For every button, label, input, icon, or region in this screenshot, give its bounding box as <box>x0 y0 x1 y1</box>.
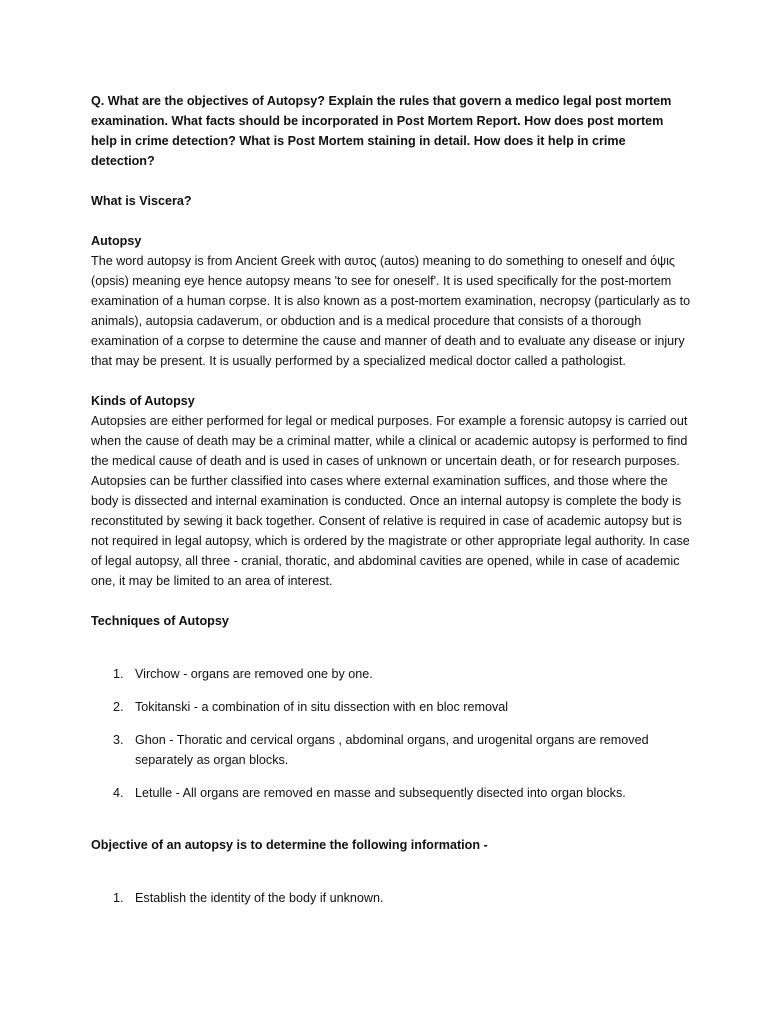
techniques-list <box>91 664 691 803</box>
list-number: 1. <box>113 891 124 905</box>
list-item <box>91 697 691 717</box>
list-number: 4. <box>113 786 124 800</box>
list-text: Letulle - All organs are removed en masse and subsequently disected into organ blocks. <box>135 786 626 800</box>
list-item <box>91 664 691 684</box>
kinds-body: Autopsies are either performed for legal or medical purposes. For example a forensic autopsy is carried out when the cause of death may be a criminal matter, while a clinical or academic autopsy is performed to find the medical cause of death and is used in cases of unknown or uncertain death, or for research purposes. Autopsies can be further classified into cases where external examination suffices, and those where the body is dissected and internal examination is conducted. Once an internal autopsy is complete the body is reconstituted by sewing it back together. Consent of relative is required in case of academic autopsy but is not required in legal autopsy, which is ordered by the magistrate or other appropriate legal authority. In case of legal autopsy, all three - cranial, thoratic, and abdominal cavities are opened, while in case of academic one, it may be limited to an area of interest. <box>91 414 690 588</box>
list-text: Virchow - organs are removed one by one. <box>135 667 373 681</box>
objective-heading: Objective of an autopsy is to determine the following information - <box>91 838 488 852</box>
list-number: 1. <box>113 667 124 681</box>
techniques-heading: Techniques of Autopsy <box>91 614 229 628</box>
viscera-question: What is Viscera? <box>91 194 192 208</box>
list-text: Tokitanski - a combination of in situ dissection with en bloc removal <box>135 700 509 714</box>
list-number: 2. <box>113 700 124 714</box>
list-item <box>91 730 691 770</box>
autopsy-heading: Autopsy <box>91 234 142 248</box>
objective-list <box>91 888 691 908</box>
list-text: Establish the identity of the body if unknown. <box>135 891 384 905</box>
question-paragraph: Q. What are the objectives of Autopsy? Explain the rules that govern a medico legal post mortem examination. What facts should be incorporated in Post Mortem Report. How does post mortem help in crime detection? What is Post Mortem staining in detail. How does it help in crime detection? <box>91 94 672 168</box>
document-page <box>91 91 691 908</box>
list-number: 3. <box>113 733 124 747</box>
list-item <box>91 888 691 908</box>
kinds-heading: Kinds of Autopsy <box>91 394 195 408</box>
list-text: Ghon - Thoratic and cervical organs , abdominal organs, and urogenital organs are removed separately as organ blocks. <box>135 733 649 767</box>
list-item <box>91 783 691 803</box>
autopsy-body: The word autopsy is from Ancient Greek with αυτος (autos) meaning to do something to oneself and όψις (opsis) meaning eye hence autopsy means 'to see for oneself'. It is used specifically for the post-mortem examination of a human corpse. It is also known as a post-mortem examination, necropsy (particularly as to animals), autopsia cadaverum, or obduction and is a medical procedure that consists of a thorough examination of a corpse to determine the cause and manner of death and to evaluate any disease or injury that may be present. It is usually performed by a specialized medical doctor called a pathologist. <box>91 254 691 368</box>
